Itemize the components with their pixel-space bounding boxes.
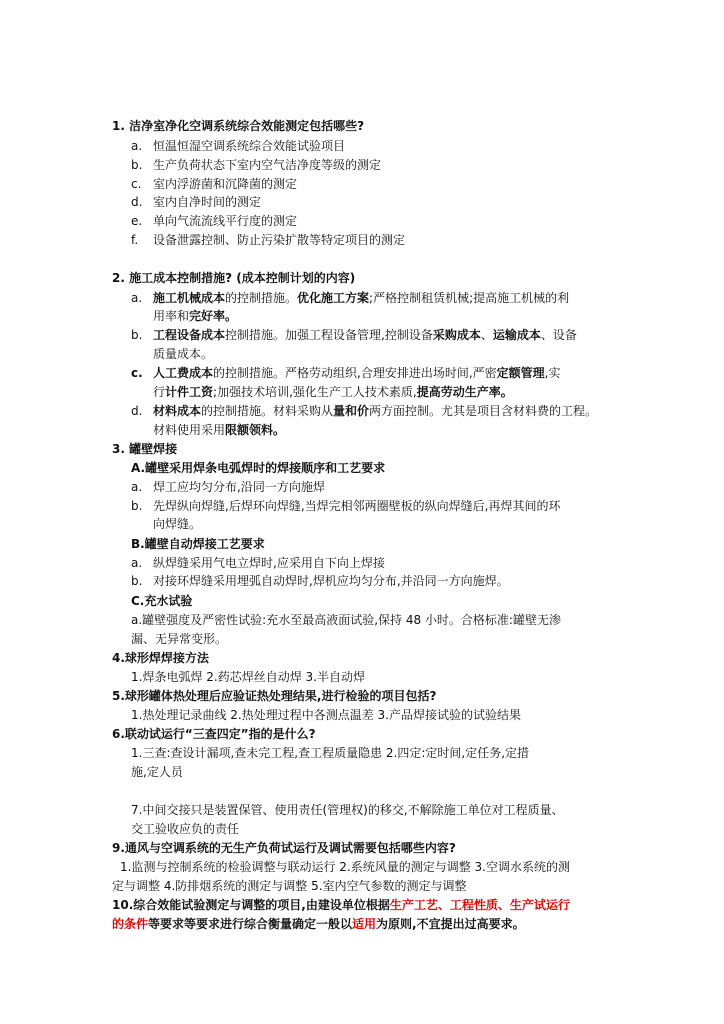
list-text: 室内自净时间的测定 <box>153 195 262 209</box>
paragraph-line: 1.焊条电弧焊 2.药芯焊丝自动焊 3.半自动焊 <box>131 670 365 684</box>
q5-title: 5.球形罐体热处理后应验证热处理结果,进行检验的项目包括? <box>112 689 437 703</box>
list-marker: b. <box>131 158 143 172</box>
list-marker: a. <box>131 480 143 494</box>
q2-number: 2. <box>112 271 125 285</box>
list-item-continuation <box>153 384 513 400</box>
q3-subheading-b: B.罐壁自动焊接工艺要求 <box>131 537 265 551</box>
list-item <box>131 290 569 306</box>
list-text: 先焊纵向焊缝,后焊环向焊缝,当焊完相邻两圈壁板的纵向焊缝后,再焊其间的环 <box>153 499 561 513</box>
list-text: 、 <box>480 328 493 342</box>
list-text: ;加强技术培训,强化生产工人技术素质, <box>213 385 417 399</box>
bold-text: 施工机械成本 <box>153 291 226 305</box>
list-text: 设备泄露控制、防止污染扩散等特定项目的测定 <box>153 233 406 247</box>
bold-text: 定额管理 <box>496 366 545 380</box>
list-item <box>131 498 560 514</box>
paragraph-line: 施,定人员 <box>131 765 183 779</box>
list-item-continuation <box>153 422 285 438</box>
list-item <box>131 232 405 248</box>
list-text: 恒温恒湿空调系统综合效能试验项目 <box>153 139 346 153</box>
list-item <box>131 555 385 571</box>
list-text: 质量成本。 <box>153 347 214 361</box>
list-item <box>131 138 345 154</box>
list-item <box>131 573 509 589</box>
paragraph-line: 1.三查:查设计漏项,查未完工程,查工程质量隐患 2.四定:定时间,定任务,定措 <box>131 746 530 760</box>
list-text: 行 <box>153 385 166 399</box>
q2-title <box>112 270 355 286</box>
bold-text: 计件工资 <box>165 385 214 399</box>
list-item-continuation <box>153 308 237 324</box>
q3-subheading-c: C.充水试验 <box>131 594 193 608</box>
list-text: 的控制措施。 <box>225 291 298 305</box>
bold-text: 10.综合效能试验测定与调整的项目,由建设单位根据 <box>112 898 390 912</box>
list-item <box>131 176 297 192</box>
list-item <box>131 213 297 229</box>
list-marker: d. <box>131 195 143 209</box>
bold-text: 工程设备成本 <box>153 328 226 342</box>
list-marker: b. <box>131 574 143 588</box>
list-marker: a. <box>131 139 143 153</box>
q6-title: 6.联动试运行“三查四定”指的是什么? <box>112 727 316 741</box>
list-text: 的控制措施。材料采购从 <box>201 404 334 418</box>
list-text: 纵焊缝采用气电立焊时,应采用自下向上焊接 <box>153 556 385 570</box>
q10-line-2 <box>112 916 525 932</box>
list-text: 单向气流流线平行度的测定 <box>153 214 298 228</box>
q3-number: 3. <box>112 442 125 456</box>
paragraph-line: 7.中间交接只是装置保管、使用责任(管理权)的移交,不解除施工单位对工程质量、 <box>131 803 564 817</box>
paragraph-line: 1.热处理记录曲线 2.热处理过程中各测点温差 3.产品焊接试验的试验结果 <box>131 708 521 722</box>
list-marker: c. <box>131 366 143 380</box>
list-text: 室内浮游菌和沉降菌的测定 <box>153 177 298 191</box>
list-text: 用率和 <box>153 309 190 323</box>
paragraph-line: a.罐壁强度及严密性试验:充水至最高液面试验,保持 48 小时。合格标准:罐壁无渗 <box>131 613 561 627</box>
list-marker: c. <box>131 177 142 191</box>
list-text: 材料使用采用 <box>153 423 226 437</box>
highlight-text: 生产工艺、工程性质、生产试运行 <box>389 898 570 912</box>
list-marker: d. <box>131 404 143 418</box>
list-text: ,实 <box>544 366 561 380</box>
list-item <box>131 479 325 495</box>
bold-text: 等要求等要求进行综合衡量确定一般以 <box>148 917 353 931</box>
paragraph-line: 1.监测与控制系统的检验调整与联动运行 2.系统风量的测定与调整 3.空调水系统的测 <box>120 860 570 874</box>
list-text: 的控制措施。严格劳动组织,合理安排进出场时间,严密 <box>213 366 497 380</box>
paragraph-line: 定与调整 4.防排烟系统的测定与调整 5.室内空气参数的测定与调整 <box>112 879 467 893</box>
list-marker: a. <box>131 556 143 570</box>
bold-text: 材料成本 <box>153 404 202 418</box>
list-marker: a. <box>131 291 143 305</box>
q1-title-text: 洁净室净化空调系统综合效能测定包括哪些? <box>129 119 365 133</box>
list-item <box>131 327 577 343</box>
bold-text: 采购成本 <box>432 328 481 342</box>
list-text: 两方面控制。尤其是项目含材料费的工程。 <box>369 404 598 418</box>
q3-subheading-a: A.罐壁采用焊条电弧焊时的焊接顺序和工艺要求 <box>131 461 386 475</box>
bold-text: 运输成本 <box>492 328 541 342</box>
list-text: 焊工应均匀分布,沿同一方向施焊 <box>153 480 325 494</box>
paragraph-line: 漏、无异常变形。 <box>131 632 228 646</box>
list-marker: e. <box>131 214 143 228</box>
q9-title: 9.通风与空调系统的无生产负荷试运行及调试需要包括哪些内容? <box>112 841 456 855</box>
q1-number: 1. <box>112 119 125 133</box>
list-item-continuation: 向焊缝。 <box>153 517 202 531</box>
list-item <box>131 194 261 210</box>
q4-title: 4.球形焊焊接方法 <box>112 651 209 665</box>
q10-line-1 <box>112 897 570 913</box>
list-text: 生产负荷状态下室内空气洁净度等级的测定 <box>153 158 382 172</box>
highlight-text: 适用 <box>352 917 377 931</box>
highlight-text: 的条件 <box>112 917 149 931</box>
list-text: 控制措施。加强工程设备管理,控制设备 <box>225 328 433 342</box>
list-item <box>131 365 561 381</box>
bold-text: 人工费成本 <box>153 366 214 380</box>
bold-text: 完好率。 <box>189 309 238 323</box>
list-text: ;严格控制租赁机械;提高施工机械的利 <box>369 291 570 305</box>
list-text: 、设备 <box>540 328 577 342</box>
q3-title <box>112 441 177 457</box>
q1-title <box>112 118 364 134</box>
bold-text: 提高劳动生产率。 <box>416 385 513 399</box>
q3-title-text: 罐壁焊接 <box>129 442 178 456</box>
bold-text: 量和价 <box>333 404 370 418</box>
bold-text: 优化施工方案 <box>297 291 370 305</box>
bold-text: 限额领料。 <box>225 423 286 437</box>
bold-text: 为原则,不宜提出过高要求。 <box>376 917 525 931</box>
list-text: 对接环焊缝采用埋弧自动焊时,焊机应均匀分布,并沿同一方向施焊。 <box>153 574 509 588</box>
list-marker: b. <box>131 499 143 513</box>
list-item <box>131 157 381 173</box>
q2-title-text: 施工成本控制措施? (成本控制计划的内容) <box>129 271 356 285</box>
paragraph-line: 交工验收应负的责任 <box>131 822 240 836</box>
list-marker: f. <box>131 233 139 247</box>
list-item-continuation <box>153 346 213 362</box>
list-item <box>131 403 597 419</box>
list-marker: b. <box>131 328 143 342</box>
